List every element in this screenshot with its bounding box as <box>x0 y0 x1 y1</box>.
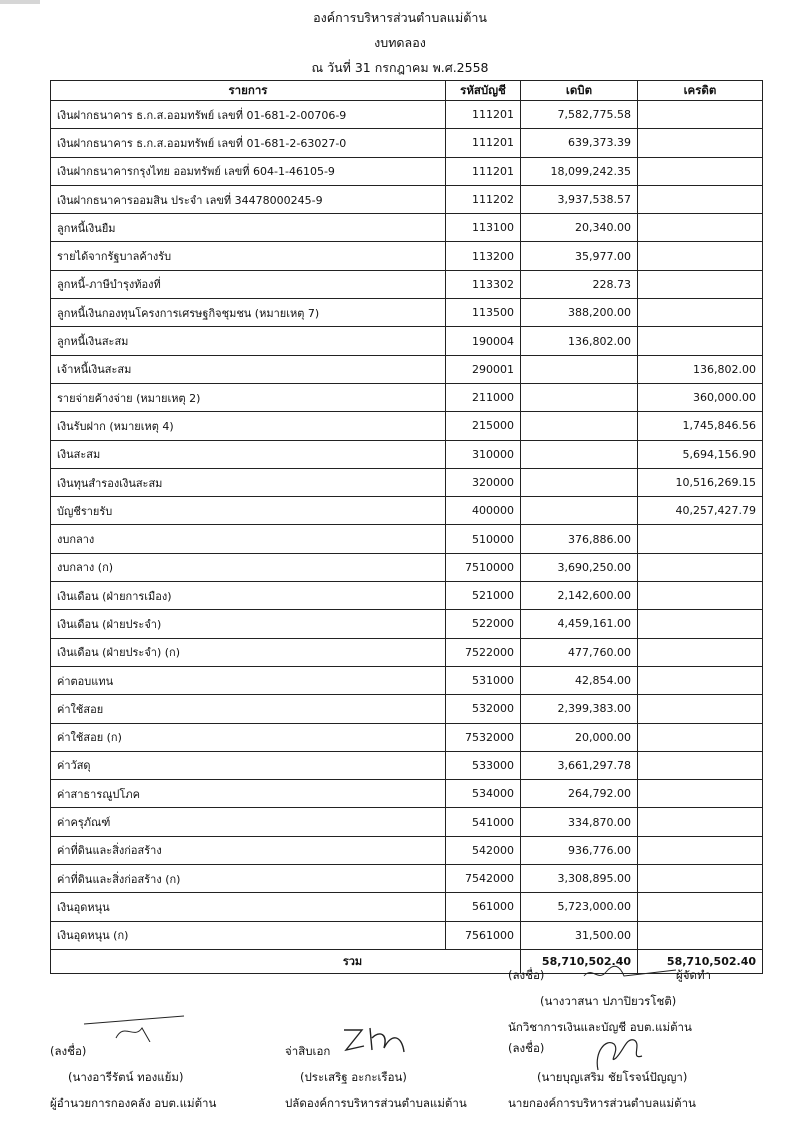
table-row <box>51 383 763 411</box>
row-code: 111201 <box>446 157 521 185</box>
row-item: ลูกหนี้เงินกองทุนโครงการเศรษฐกิจชุมชน (หมายเหตุ 7) <box>51 299 446 327</box>
row-debit: 20,000.00 <box>521 723 638 751</box>
row-item: ค่าใช้สอย (ก) <box>51 723 446 751</box>
row-code: 113500 <box>446 299 521 327</box>
row-code: 400000 <box>446 497 521 525</box>
row-credit: 360,000.00 <box>638 383 763 411</box>
mayor-name: (นายบุญเสริม ชัยโรจน์ปัญญา) <box>537 1070 688 1084</box>
row-credit <box>638 666 763 694</box>
row-code: 521000 <box>446 582 521 610</box>
row-item: เงินทุนสำรองเงินสะสม <box>51 468 446 496</box>
row-item: เงินฝากธนาคารกรุงไทย ออมทรัพย์ เลขที่ 604-1-46105-9 <box>51 157 446 185</box>
table-row <box>51 468 763 496</box>
column-header-code: รหัสบัญชี <box>446 81 521 101</box>
row-item: ค่าครุภัณฑ์ <box>51 808 446 836</box>
row-debit: 639,373.39 <box>521 129 638 157</box>
row-credit <box>638 214 763 242</box>
row-code: 542000 <box>446 836 521 864</box>
row-debit: 3,690,250.00 <box>521 553 638 581</box>
row-code: 113302 <box>446 270 521 298</box>
preparer-signature <box>580 962 680 984</box>
table-row <box>51 836 763 864</box>
row-debit: 31,500.00 <box>521 921 638 949</box>
table-row <box>51 553 763 581</box>
row-debit: 18,099,242.35 <box>521 157 638 185</box>
table-row <box>51 666 763 694</box>
mayor-position: นายกองค์การบริหารส่วนตำบลแม่ต้าน <box>508 1096 696 1110</box>
row-debit: 5,723,000.00 <box>521 893 638 921</box>
row-code: 310000 <box>446 440 521 468</box>
row-debit <box>521 412 638 440</box>
row-debit: 20,340.00 <box>521 214 638 242</box>
row-item: เงินอุดหนุน (ก) <box>51 921 446 949</box>
row-credit <box>638 525 763 553</box>
table-row <box>51 638 763 666</box>
clerk-position: ปลัดองค์การบริหารส่วนตำบลแม่ต้าน <box>285 1096 467 1110</box>
total-credit: 58,710,502.40 <box>638 949 763 973</box>
table-row <box>51 157 763 185</box>
row-credit <box>638 327 763 355</box>
row-credit <box>638 582 763 610</box>
row-credit <box>638 836 763 864</box>
column-header-debit: เดบิต <box>521 81 638 101</box>
table-row <box>51 751 763 779</box>
row-item: งบกลาง <box>51 525 446 553</box>
row-item: เงินสะสม <box>51 440 446 468</box>
column-header-credit: เครดิต <box>638 81 763 101</box>
row-code: 190004 <box>446 327 521 355</box>
org-title: องค์การบริหารส่วนตำบลแม่ต้าน <box>313 10 487 25</box>
table-row <box>51 921 763 949</box>
row-item: ค่าที่ดินและสิ่งก่อสร้าง <box>51 836 446 864</box>
row-code: 7542000 <box>446 865 521 893</box>
table-row <box>51 582 763 610</box>
row-item: รายจ่ายค้างจ่าย (หมายเหตุ 2) <box>51 383 446 411</box>
row-item: ลูกหนี้เงินสะสม <box>51 327 446 355</box>
total-debit: 58,710,502.40 <box>521 949 638 973</box>
row-credit <box>638 865 763 893</box>
row-debit: 42,854.00 <box>521 666 638 694</box>
row-item: เงินเดือน (ฝ่ายประจำ) (ก) <box>51 638 446 666</box>
total-label: รวม <box>51 949 521 973</box>
table-row <box>51 780 763 808</box>
document-date: ณ วันที่ 31 กรกฎาคม พ.ศ.2558 <box>311 60 489 75</box>
row-code: 111201 <box>446 129 521 157</box>
row-debit: 2,142,600.00 <box>521 582 638 610</box>
row-credit <box>638 610 763 638</box>
row-credit: 5,694,156.90 <box>638 440 763 468</box>
table-row <box>51 214 763 242</box>
table-row <box>51 893 763 921</box>
mayor-signature <box>590 1030 650 1074</box>
row-credit: 40,257,427.79 <box>638 497 763 525</box>
row-code: 113200 <box>446 242 521 270</box>
document-title: งบทดลอง <box>374 35 426 50</box>
row-code: 531000 <box>446 666 521 694</box>
row-code: 534000 <box>446 780 521 808</box>
row-credit <box>638 723 763 751</box>
row-item: เงินรับฝาก (หมายเหตุ 4) <box>51 412 446 440</box>
row-item: เงินอุดหนุน <box>51 893 446 921</box>
finance-head-position: ผู้อำนวยการกองคลัง อบต.แม่ต้าน <box>50 1096 217 1110</box>
row-credit <box>638 270 763 298</box>
row-debit: 35,977.00 <box>521 242 638 270</box>
row-item: ค่าสาธารณูปโภค <box>51 780 446 808</box>
row-credit <box>638 695 763 723</box>
row-credit <box>638 921 763 949</box>
preparer-position: นักวิชาการเงินและบัญชี อบต.แม่ต้าน <box>508 1020 692 1034</box>
row-code: 320000 <box>446 468 521 496</box>
row-code: 113100 <box>446 214 521 242</box>
row-debit: 136,802.00 <box>521 327 638 355</box>
row-debit: 7,582,775.58 <box>521 101 638 129</box>
row-debit: 3,937,538.57 <box>521 185 638 213</box>
table-row <box>51 412 763 440</box>
row-debit: 477,760.00 <box>521 638 638 666</box>
finance-head-signature <box>80 1012 190 1042</box>
table-row <box>51 185 763 213</box>
row-debit: 388,200.00 <box>521 299 638 327</box>
table-row <box>51 723 763 751</box>
table-row <box>51 695 763 723</box>
mayor-sign-label: (ลงชื่อ) <box>508 1041 545 1055</box>
row-credit: 1,745,846.56 <box>638 412 763 440</box>
row-debit <box>521 355 638 383</box>
row-credit: 136,802.00 <box>638 355 763 383</box>
row-item: งบกลาง (ก) <box>51 553 446 581</box>
row-debit: 228.73 <box>521 270 638 298</box>
row-credit <box>638 553 763 581</box>
row-code: 510000 <box>446 525 521 553</box>
table-row <box>51 865 763 893</box>
row-credit <box>638 893 763 921</box>
row-debit: 3,308,895.00 <box>521 865 638 893</box>
row-item: รายได้จากรัฐบาลค้างรับ <box>51 242 446 270</box>
row-debit: 4,459,161.00 <box>521 610 638 638</box>
row-debit: 264,792.00 <box>521 780 638 808</box>
row-item: ลูกหนี้เงินยืม <box>51 214 446 242</box>
row-debit: 936,776.00 <box>521 836 638 864</box>
table-row <box>51 270 763 298</box>
row-credit <box>638 157 763 185</box>
row-item: เงินฝากธนาคารออมสิน ประจำ เลขที่ 34478000245-9 <box>51 185 446 213</box>
table-row <box>51 497 763 525</box>
row-item: ค่าตอบแทน <box>51 666 446 694</box>
table-row <box>51 327 763 355</box>
preparer-role: ผู้จัดทำ <box>676 968 711 982</box>
row-code: 111201 <box>446 101 521 129</box>
clerk-rank: จ่าสิบเอก <box>285 1044 331 1058</box>
row-item: เงินฝากธนาคาร ธ.ก.ส.ออมทรัพย์ เลขที่ 01-681-2-00706-9 <box>51 101 446 129</box>
trial-balance-table <box>50 80 763 974</box>
row-debit <box>521 497 638 525</box>
table-row <box>51 525 763 553</box>
preparer-sign-label: (ลงชื่อ) <box>508 968 545 982</box>
table-row <box>51 101 763 129</box>
row-code: 215000 <box>446 412 521 440</box>
row-debit: 2,399,383.00 <box>521 695 638 723</box>
row-code: 7561000 <box>446 921 521 949</box>
table-row <box>51 242 763 270</box>
row-credit <box>638 780 763 808</box>
table-body <box>51 101 763 950</box>
clerk-name: (ประเสริฐ อะกะเรือน) <box>300 1070 407 1084</box>
table-row <box>51 355 763 383</box>
finance-head-name: (นางอารีรัตน์ ทองแย้ม) <box>68 1070 184 1084</box>
row-code: 533000 <box>446 751 521 779</box>
row-credit <box>638 101 763 129</box>
row-credit <box>638 129 763 157</box>
row-credit <box>638 751 763 779</box>
row-item: เงินเดือน (ฝ่ายประจำ) <box>51 610 446 638</box>
row-debit <box>521 468 638 496</box>
row-item: ลูกหนี้-ภาษีบำรุงท้องที่ <box>51 270 446 298</box>
row-item: ค่าที่ดินและสิ่งก่อสร้าง (ก) <box>51 865 446 893</box>
row-credit <box>638 299 763 327</box>
table-row <box>51 610 763 638</box>
row-code: 7510000 <box>446 553 521 581</box>
row-debit <box>521 440 638 468</box>
table-row <box>51 129 763 157</box>
row-debit: 334,870.00 <box>521 808 638 836</box>
row-credit <box>638 242 763 270</box>
preparer-name: (นางวาสนา ปภาปิยวรโชติ) <box>540 994 677 1008</box>
row-code: 541000 <box>446 808 521 836</box>
table-row <box>51 299 763 327</box>
row-credit <box>638 638 763 666</box>
row-item: เจ้าหนี้เงินสะสม <box>51 355 446 383</box>
table-row <box>51 440 763 468</box>
row-code: 561000 <box>446 893 521 921</box>
finance-head-sign-label: (ลงชื่อ) <box>50 1044 87 1058</box>
row-code: 532000 <box>446 695 521 723</box>
row-item: เงินเดือน (ฝ่ายการเมือง) <box>51 582 446 610</box>
row-credit: 10,516,269.15 <box>638 468 763 496</box>
row-item: บัญชีรายรับ <box>51 497 446 525</box>
row-code: 290001 <box>446 355 521 383</box>
row-debit: 376,886.00 <box>521 525 638 553</box>
row-debit <box>521 383 638 411</box>
row-credit <box>638 808 763 836</box>
scan-artifact <box>0 0 40 4</box>
table-header-row <box>51 81 763 101</box>
row-code: 522000 <box>446 610 521 638</box>
row-code: 211000 <box>446 383 521 411</box>
column-header-item: รายการ <box>51 81 446 101</box>
table-row <box>51 808 763 836</box>
row-code: 111202 <box>446 185 521 213</box>
row-code: 7532000 <box>446 723 521 751</box>
row-item: ค่าใช้สอย <box>51 695 446 723</box>
row-debit: 3,661,297.78 <box>521 751 638 779</box>
clerk-signature <box>340 1022 410 1056</box>
row-item: เงินฝากธนาคาร ธ.ก.ส.ออมทรัพย์ เลขที่ 01-681-2-63027-0 <box>51 129 446 157</box>
row-credit <box>638 185 763 213</box>
row-code: 7522000 <box>446 638 521 666</box>
row-item: ค่าวัสดุ <box>51 751 446 779</box>
